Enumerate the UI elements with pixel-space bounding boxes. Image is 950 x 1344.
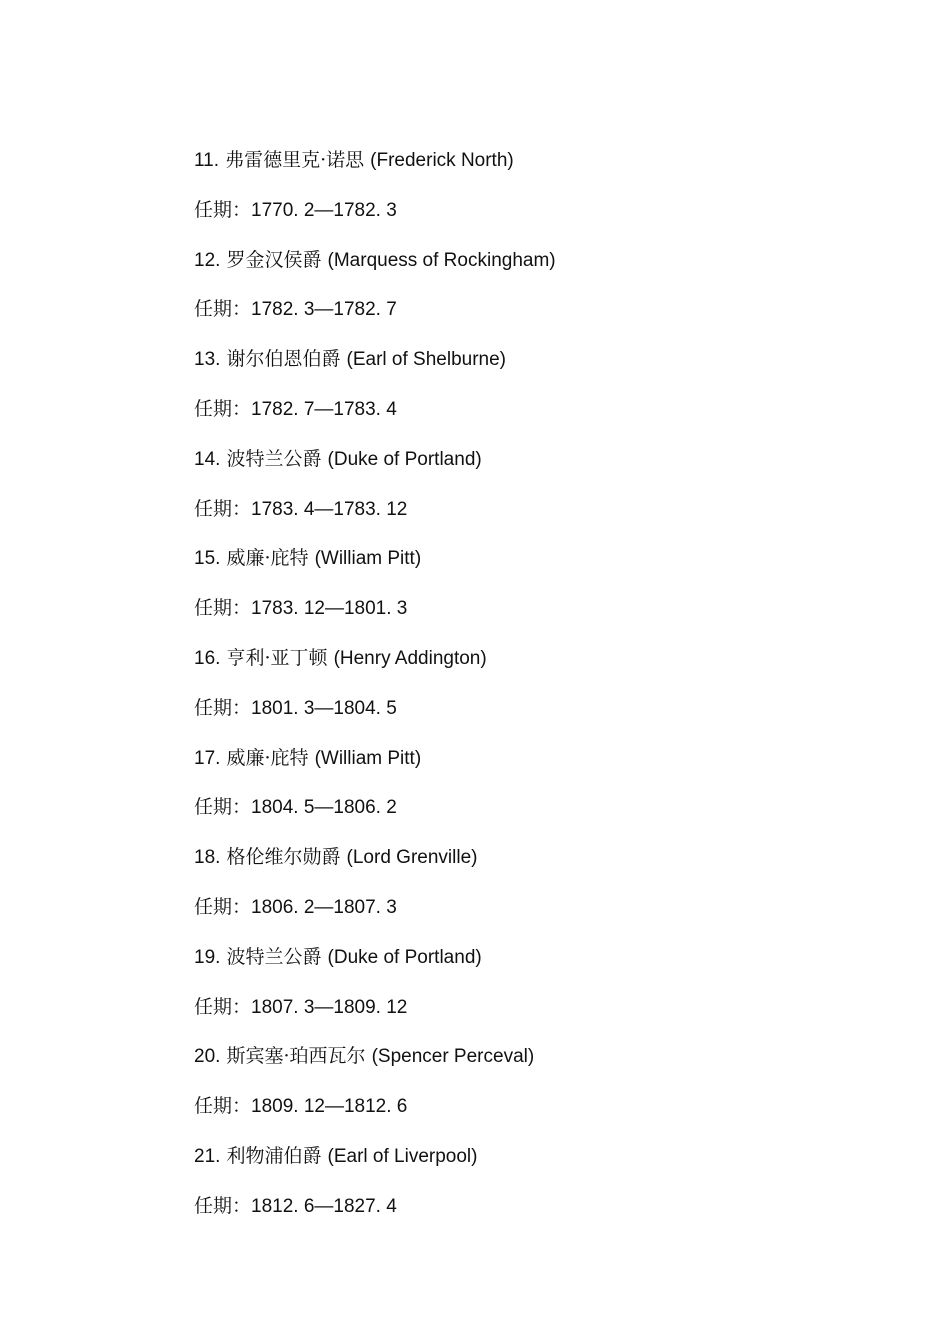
pm-number: 12.: [194, 249, 221, 271]
pm-name-english: (Henry Addington): [333, 647, 487, 669]
pm-name-english: (William Pitt): [314, 747, 422, 769]
pm-term-line: [194, 1189, 834, 1239]
term-value: 1783. 12—1801. 3: [251, 598, 408, 620]
pm-number: 17.: [194, 747, 221, 769]
pm-name-line: [194, 641, 834, 691]
pm-number: 20.: [194, 1046, 221, 1068]
pm-term-line: [194, 292, 834, 342]
pm-name-chinese: 谢尔伯恩伯爵: [226, 348, 341, 371]
pm-term-line: [194, 691, 834, 741]
pm-name-english: (Duke of Portland): [327, 946, 482, 968]
list-item: [194, 641, 834, 741]
pm-number: 21.: [194, 1145, 221, 1167]
pm-number: 19.: [194, 946, 221, 968]
pm-name-english: (Duke of Portland): [327, 448, 482, 470]
term-label: 任期：: [194, 198, 252, 221]
pm-name-english: (Marquess of Rockingham): [327, 249, 556, 271]
pm-name-english: (Earl of Liverpool): [327, 1145, 478, 1167]
pm-name-chinese: 罗金汉侯爵: [226, 248, 322, 271]
pm-name-chinese: 波特兰公爵: [226, 447, 322, 470]
term-value: 1770. 2—1782. 3: [251, 199, 397, 221]
pm-name-english: (Frederick North): [370, 150, 514, 171]
pm-name-line: [194, 1039, 834, 1089]
term-value: 1804. 5—1806. 2: [251, 797, 397, 819]
list-item: [194, 840, 834, 940]
term-label: 任期：: [194, 1194, 252, 1217]
term-label: 任期：: [194, 895, 252, 918]
term-value: 1806. 2—1807. 3: [251, 896, 397, 918]
term-value: 1782. 3—1782. 7: [251, 299, 397, 321]
list-item: [194, 342, 834, 442]
list-item: [194, 442, 834, 542]
term-value: 1801. 3—1804. 5: [251, 697, 397, 719]
term-label: 任期：: [194, 497, 252, 520]
term-label: 任期：: [194, 298, 252, 321]
pm-term-line: [194, 890, 834, 940]
pm-name-chinese: 亨利·亚丁顿: [226, 646, 328, 669]
list-item: [194, 741, 834, 841]
term-label: 任期：: [194, 397, 252, 420]
pm-name-chinese: 波特兰公爵: [226, 945, 322, 968]
pm-number: 15.: [194, 548, 221, 570]
pm-name-chinese: 格伦维尔勋爵: [226, 846, 341, 869]
pm-term-line: [194, 1089, 834, 1139]
pm-number: 11.: [194, 150, 220, 171]
pm-name-line: [194, 940, 834, 990]
pm-name-chinese: 斯宾塞·珀西瓦尔: [226, 1045, 366, 1068]
pm-name-line: [194, 1139, 834, 1189]
pm-name-english: (William Pitt): [314, 548, 422, 570]
pm-number: 13.: [194, 349, 221, 371]
pm-name-chinese: 威廉·庇特: [226, 547, 309, 570]
list-item: [194, 243, 834, 343]
pm-name-chinese: 弗雷德里克·诺思: [225, 149, 365, 171]
pm-name-line: [194, 840, 834, 890]
pm-name-english: (Earl of Shelburne): [346, 349, 506, 371]
term-label: 任期：: [194, 995, 252, 1018]
prime-minister-list: [194, 143, 834, 1239]
term-label: 任期：: [194, 1095, 252, 1118]
pm-name-line: [194, 541, 834, 591]
list-item: [194, 143, 834, 243]
list-item: [194, 1039, 834, 1139]
pm-number: 18.: [194, 847, 221, 869]
pm-term-line: [194, 790, 834, 840]
pm-term-line: [194, 392, 834, 442]
pm-term-line: [194, 990, 834, 1040]
pm-term-line: [194, 591, 834, 641]
pm-name-line: [194, 243, 834, 293]
pm-term-line: [194, 492, 834, 542]
pm-name-line: [194, 143, 834, 193]
pm-term-line: [194, 193, 834, 243]
term-value: 1807. 3—1809. 12: [251, 996, 408, 1018]
pm-name-english: (Lord Grenville): [346, 847, 478, 869]
term-label: 任期：: [194, 796, 252, 819]
pm-name-line: [194, 741, 834, 791]
term-value: 1809. 12—1812. 6: [251, 1096, 408, 1118]
pm-name-line: [194, 442, 834, 492]
term-value: 1812. 6—1827. 4: [251, 1195, 397, 1217]
list-item: [194, 1139, 834, 1239]
term-value: 1783. 4—1783. 12: [251, 498, 408, 520]
pm-name-line: [194, 342, 834, 392]
pm-name-chinese: 利物浦伯爵: [226, 1144, 322, 1167]
list-item: [194, 541, 834, 641]
term-label: 任期：: [194, 597, 252, 620]
pm-name-english: (Spencer Perceval): [371, 1046, 535, 1068]
list-item: [194, 940, 834, 1040]
pm-number: 16.: [194, 647, 221, 669]
term-value: 1782. 7—1783. 4: [251, 398, 397, 420]
term-label: 任期：: [194, 696, 252, 719]
pm-number: 14.: [194, 448, 221, 470]
pm-name-chinese: 威廉·庇特: [226, 746, 309, 769]
